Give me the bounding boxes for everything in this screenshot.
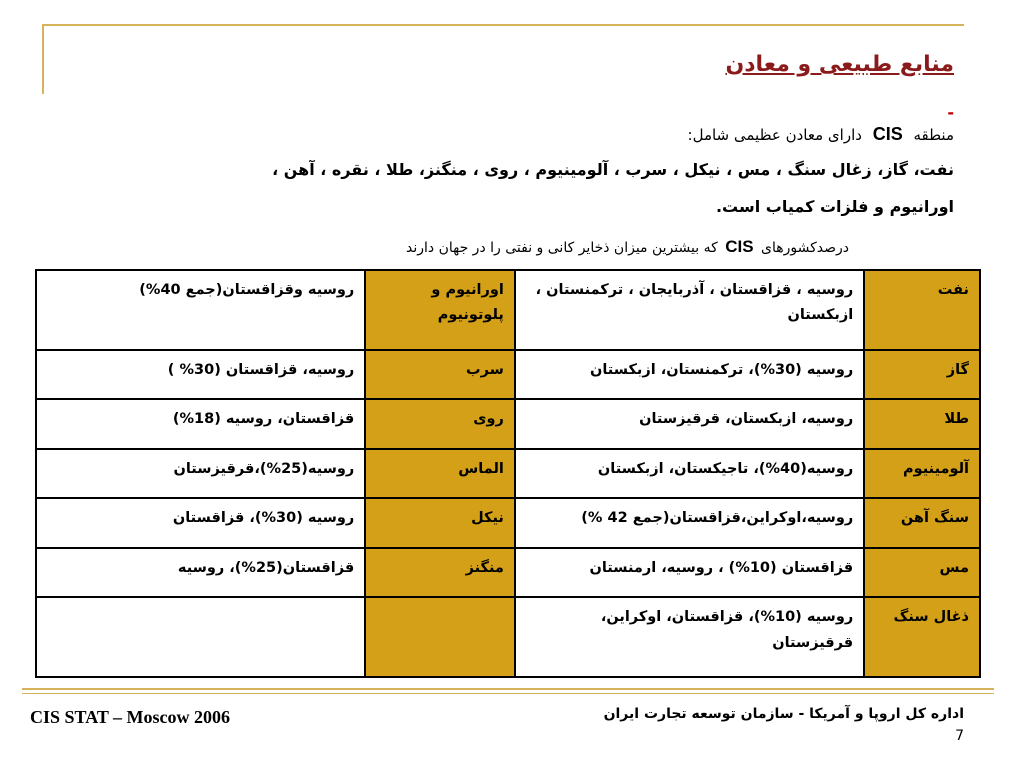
countries-cell: قزاقستان (10%) ، روسیه، ارمنستان <box>515 548 864 597</box>
table-row <box>36 597 980 677</box>
slide-title: منابع طبیعی و معادن <box>725 52 954 77</box>
intro-prefix: منطقه <box>913 126 954 144</box>
countries-cell: روسیه (30%)، ترکمنستان، ازبکستان <box>515 350 864 399</box>
table-row <box>36 270 980 350</box>
page-number: 7 <box>955 728 964 744</box>
table-row <box>36 399 980 448</box>
table-caption-cis: CIS <box>725 237 754 256</box>
footer-organization: اداره کل اروپا و آمریکا - سازمان توسعه تجارت ایران <box>603 706 964 722</box>
table-row <box>36 498 980 547</box>
minerals-line-2: اورانیوم و فلزات کمیاب است. <box>715 197 954 216</box>
footer-divider-thin <box>22 693 994 694</box>
countries-cell: روسیه، ازبکستان، قرقیزستان <box>515 399 864 448</box>
countries-cell: قزاقستان(25%)، روسیه <box>36 548 365 597</box>
table-caption-suffix: که بیشترین میزان ذخایر کانی و نفتی را در جهان دارند <box>406 240 718 256</box>
red-dash: - <box>947 103 954 122</box>
resource-cell: نیکل <box>365 498 515 547</box>
countries-cell: روسیه (10%)، قزاقستان، اوکراین، قرقیزستان <box>515 597 864 677</box>
resource-cell: آلومینیوم <box>864 449 980 498</box>
resource-cell: گاز <box>864 350 980 399</box>
resource-cell: طلا <box>864 399 980 448</box>
minerals-line-1: نفت، گاز، زغال سنگ ، مس ، نیکل ، سرب ، آلومینیوم ، روی ، منگنز، طلا ، نقره ، آهن ، <box>272 160 954 179</box>
resource-cell: ذغال سنگ <box>864 597 980 677</box>
intro-cis: CIS <box>872 124 903 144</box>
footer-divider <box>22 688 994 690</box>
resource-cell: سنگ آهن <box>864 498 980 547</box>
resource-cell: نفت <box>864 270 980 350</box>
resource-cell: الماس <box>365 449 515 498</box>
resource-cell: روی <box>365 399 515 448</box>
resource-cell: اورانیوم و پلوتونیوم <box>365 270 515 350</box>
countries-cell <box>36 597 365 677</box>
table-row <box>36 350 980 399</box>
countries-cell: روسیه،اوکراین،قزاقستان(جمع 42 %) <box>515 498 864 547</box>
countries-cell: روسیه (30%)، قزاقستان <box>36 498 365 547</box>
top-frame-line <box>42 24 964 26</box>
table-row <box>36 449 980 498</box>
resource-cell: منگنز <box>365 548 515 597</box>
resource-cell: مس <box>864 548 980 597</box>
table-caption-prefix: درصدکشورهای <box>761 240 849 256</box>
countries-cell: روسیه(40%)، تاجیکستان، ازبکستان <box>515 449 864 498</box>
intro-line <box>688 124 954 145</box>
countries-cell: روسیه وقزاقستان(جمع 40%) <box>36 270 365 350</box>
table-caption <box>406 237 849 257</box>
countries-cell: روسیه، قزاقستان (30% ) <box>36 350 365 399</box>
intro-suffix: دارای معادن عظیمی شامل: <box>687 126 862 144</box>
countries-cell: روسیه(25%)،قرقیزستان <box>36 449 365 498</box>
table-row <box>36 548 980 597</box>
countries-cell: قزاقستان، روسیه (18%) <box>36 399 365 448</box>
left-frame-line <box>42 24 44 94</box>
resource-cell <box>365 597 515 677</box>
countries-cell: روسیه ، قزاقستان ، آذربایجان ، ترکمنستان ، ازبکستان <box>515 270 864 350</box>
footer-source: CIS STAT – Moscow 2006 <box>30 707 231 727</box>
resource-cell: سرب <box>365 350 515 399</box>
minerals-table <box>35 269 981 678</box>
